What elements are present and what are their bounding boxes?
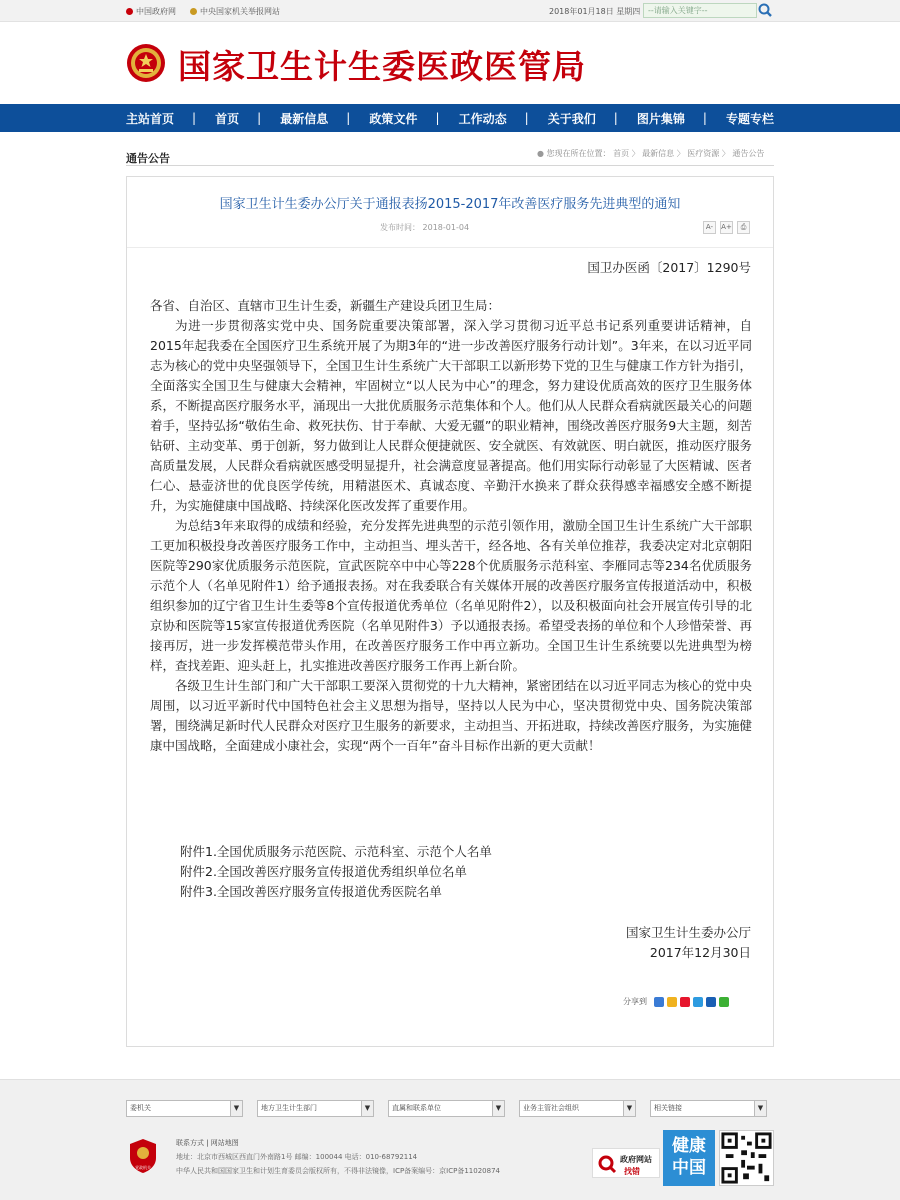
share-more-icon[interactable] bbox=[654, 997, 664, 1007]
nav-item-label: 关于我们 bbox=[547, 111, 596, 126]
section-divider bbox=[126, 165, 774, 166]
nav-item-label: 最新信息 bbox=[280, 111, 329, 126]
footer-address: 地址：北京市西城区西直门外南路1号 邮编：100044 电话：010-68792114 bbox=[176, 1153, 418, 1161]
gov-portal-icon bbox=[126, 8, 133, 15]
chevron-down-icon: ▼ bbox=[230, 1101, 242, 1116]
dropdown-label: 地方卫生计生部门 bbox=[261, 1104, 317, 1112]
section-title: 通告公告 bbox=[126, 152, 170, 165]
footer-links[interactable]: 联系方式 | 网站地图 bbox=[176, 1139, 239, 1147]
chevron-down-icon: ▼ bbox=[492, 1101, 504, 1116]
nav-item[interactable] bbox=[548, 110, 618, 127]
chevron-down-icon: ▼ bbox=[754, 1101, 766, 1116]
health-badge-line2: 中国 bbox=[672, 1158, 706, 1178]
dropdown-label: 委机关 bbox=[130, 1104, 151, 1112]
nav-list bbox=[126, 104, 774, 132]
site-title: 国家卫生计生委医政医管局 bbox=[178, 47, 586, 86]
nav-item[interactable] bbox=[280, 110, 350, 127]
gov-portal-label: 中国政府网 bbox=[136, 7, 176, 16]
share-renren-icon[interactable] bbox=[706, 997, 716, 1007]
nav-separator: | bbox=[257, 111, 262, 125]
breadcrumb bbox=[537, 148, 764, 159]
article-divider bbox=[127, 247, 773, 248]
article-body bbox=[150, 316, 752, 756]
gov-badge-line2: 找错 bbox=[624, 1167, 640, 1176]
share-tencent-icon[interactable] bbox=[693, 997, 703, 1007]
share-qzone-icon[interactable] bbox=[667, 997, 677, 1007]
paragraph: 为进一步贯彻落实党中央、国务院重要决策部署，深入学习贯彻习近平总书记系列重要讲话精神，自2015年起我委在全国医疗卫生系统开展了为期3年的“进一步改善医疗服务行动计划”。3年来，在以习近平同志为核心的党中央坚强领导下，全国卫生计生系统广大干部职工以新形势下党的卫生与健康工作方针为指引，全面落实全国卫生与健康大会精神，牢固树立“以人民为中心”的理念，努力建设优质高效的医疗卫生服务体系，不断提高医疗服务水平，涌现出一大批优质服务示范集体和个人。他们从人民群众看病就医最关心的问题着手，坚持弘扬“敬佑生命、救死扶伤、甘于奉献、大爱无疆”的职业精神，围绕改善医疗服务9大主题，刻苦钻研、主动变革、勇于创新，努力做到让人民群众便捷就医、安全就医、有效就医、明白就医，推动医疗服务高质量发展，人民群众看病就医感受明显提升，社会满意度显著提高。他们用实际行动彰显了大医精诚、医者仁心、悬壶济世的优良医学传统，用精湛医术、真诚态度、辛勤汗水换来了群众获得感幸福感安全感不断提升，为实施健康中国战略、持续深化医改发挥了重要作用。 bbox=[150, 318, 752, 513]
dropdown-affiliated[interactable] bbox=[388, 1100, 505, 1117]
attachment-link[interactable]: 附件1.全国优质服务示范医院、示范科室、示范个人名单 bbox=[180, 844, 492, 859]
paragraph: 为总结3年来取得的成绩和经验，充分发挥先进典型的示范引领作用，激励全国卫生计生系统广大干部职工更加积极投身改善医疗服务工作中，主动担当、埋头苦干，经各地、各有关单位推荐，我委决定对北京朝阳医院等290家优质服务示范医院，宣武医院卒中中心等228个优质服务示范科室、李雁同志等234名优质服务示范个人（名单见附件1）给予通报表扬。对在我委联合有关媒体开展的改善医疗服务宣传报道活动中，积极组织参加的辽宁省卫生计生委等8个宣传报道优秀单位（名单见附件2），以及积极面向社会开展宣传引导的北京协和医院等15家宣传报道优秀医院（名单见附件3）予以通报表扬。希望受表扬的单位和个人珍惜荣誉、再接再厉，进一步发挥模范带头作用，在改善医疗服务工作中再立新功。全国卫生计生系统要以先进典型为榜样，查找差距、迎头赶上，扎实推进改善医疗服务工作再上新台阶。 bbox=[150, 518, 752, 673]
attachment-link[interactable]: 附件2.全国改善医疗服务宣传报道优秀组织单位名单 bbox=[180, 864, 467, 879]
paragraph: 各级卫生计生部门和广大干部职工要深入贯彻党的十九大精神，紧密团结在以习近平同志为核心的党中央周围，以习近平新时代中国特色社会主义思想为指导，坚持以人民为中心，坚决贯彻党中央、国务院决策部署，围绕满足新时代人民群众对医疗卫生服务的新要求，主动担当、开拓进取，持续改善医疗服务，为实施健康中国战略，全面建成小康社会，实现“两个一百年”奋斗目标作出新的更大贡献！ bbox=[150, 678, 752, 753]
gov-badge-line1: 政府网站 bbox=[620, 1155, 652, 1164]
document-number: 国卫办医函〔2017〕1290号 bbox=[587, 260, 751, 275]
chevron-down-icon: ▼ bbox=[623, 1101, 635, 1116]
font-decrease-button[interactable]: A- bbox=[703, 221, 716, 234]
attachment-link[interactable]: 附件3.全国改善医疗服务宣传报道优秀医院名单 bbox=[180, 884, 442, 899]
sign-date: 2017年12月30日 bbox=[649, 945, 751, 960]
footer-copyright: 中华人民共和国国家卫生和计划生育委员会版权所有，不得非法镜像，ICP备案编号：京ICP备11020874 bbox=[176, 1167, 500, 1175]
chevron-down-icon: ▼ bbox=[361, 1101, 373, 1116]
nav-item-label: 工作动态 bbox=[458, 111, 507, 126]
dropdown-related-links[interactable] bbox=[650, 1100, 767, 1117]
report-site-label: 中央国家机关举报网站 bbox=[200, 7, 280, 16]
site-header bbox=[0, 22, 900, 104]
nav-item[interactable] bbox=[637, 110, 707, 127]
breadcrumb-text[interactable]: 您现在所在位置： 首页 〉 最新信息 〉 医疗资源 〉 通告公告 bbox=[546, 149, 765, 158]
dropdown-local-depts[interactable] bbox=[257, 1100, 374, 1117]
search-icon[interactable] bbox=[757, 2, 773, 18]
dropdown-label: 业务主管社会组织 bbox=[523, 1104, 579, 1112]
nav-item[interactable] bbox=[369, 110, 439, 127]
nav-item[interactable] bbox=[459, 110, 529, 127]
nav-separator: | bbox=[346, 111, 351, 125]
nav-item[interactable] bbox=[215, 110, 261, 127]
article-title: 国家卫生计生委办公厅关于通报表扬2015-2017年改善医疗服务先进典型的通知 bbox=[219, 197, 681, 212]
location-pin-icon: ● bbox=[537, 149, 544, 158]
national-emblem-icon bbox=[126, 42, 166, 84]
share-bar bbox=[623, 996, 729, 1007]
nav-item[interactable] bbox=[726, 110, 774, 127]
share-label: 分享到 bbox=[623, 997, 647, 1006]
top-utility-bar bbox=[0, 0, 900, 22]
magnifier-icon bbox=[597, 1154, 617, 1174]
main-nav bbox=[0, 104, 900, 132]
dropdown-label: 直属和联系单位 bbox=[392, 1104, 441, 1112]
article-tools bbox=[703, 221, 750, 234]
nav-separator: | bbox=[524, 111, 529, 125]
site-footer bbox=[0, 1079, 900, 1200]
salutation: 各省、自治区、直辖市卫生计生委，新疆生产建设兵团卫生局： bbox=[150, 298, 501, 313]
print-button[interactable]: ⎙ bbox=[737, 221, 750, 234]
share-wechat-icon[interactable] bbox=[719, 997, 729, 1007]
dropdown-committee[interactable] bbox=[126, 1100, 243, 1117]
nav-item-label: 图片集锦 bbox=[636, 111, 685, 126]
dropdown-label: 相关链接 bbox=[654, 1104, 682, 1112]
report-site-link[interactable] bbox=[190, 6, 280, 17]
report-site-icon bbox=[190, 8, 197, 15]
nav-separator: | bbox=[435, 111, 440, 125]
health-badge-line1: 健康 bbox=[672, 1136, 706, 1156]
nav-item[interactable] bbox=[126, 110, 196, 127]
publish-time: 发布时间： 2018-01-04 bbox=[380, 223, 470, 232]
qr-code-icon bbox=[719, 1130, 774, 1186]
signer: 国家卫生计生委办公厅 bbox=[625, 925, 751, 940]
gov-portal-link[interactable] bbox=[126, 6, 176, 17]
nav-item-label: 专题专栏 bbox=[725, 111, 774, 126]
signature-block bbox=[626, 923, 751, 963]
attachment-list bbox=[180, 842, 492, 902]
dropdown-social-orgs[interactable] bbox=[519, 1100, 636, 1117]
article-box bbox=[126, 176, 774, 1047]
top-links bbox=[126, 6, 280, 17]
current-date: 2018年01月18日 星期四 bbox=[549, 7, 641, 16]
nav-item-label: 首页 bbox=[215, 111, 240, 126]
nav-separator: | bbox=[702, 111, 707, 125]
nav-item-label: 主站首页 bbox=[126, 111, 175, 126]
nav-item-label: 政策文件 bbox=[369, 111, 418, 126]
gov-site-error-report-badge[interactable] bbox=[592, 1148, 660, 1178]
healthy-china-badge[interactable] bbox=[663, 1130, 715, 1186]
emblem-caption: 党政机关 bbox=[135, 1165, 151, 1170]
search-input[interactable]: --请输入关键字-- bbox=[643, 3, 757, 18]
share-weibo-icon[interactable] bbox=[680, 997, 690, 1007]
nav-separator: | bbox=[192, 111, 197, 125]
font-increase-button[interactable]: A+ bbox=[720, 221, 733, 234]
party-gov-badge-icon[interactable] bbox=[128, 1138, 158, 1174]
nav-separator: | bbox=[613, 111, 618, 125]
